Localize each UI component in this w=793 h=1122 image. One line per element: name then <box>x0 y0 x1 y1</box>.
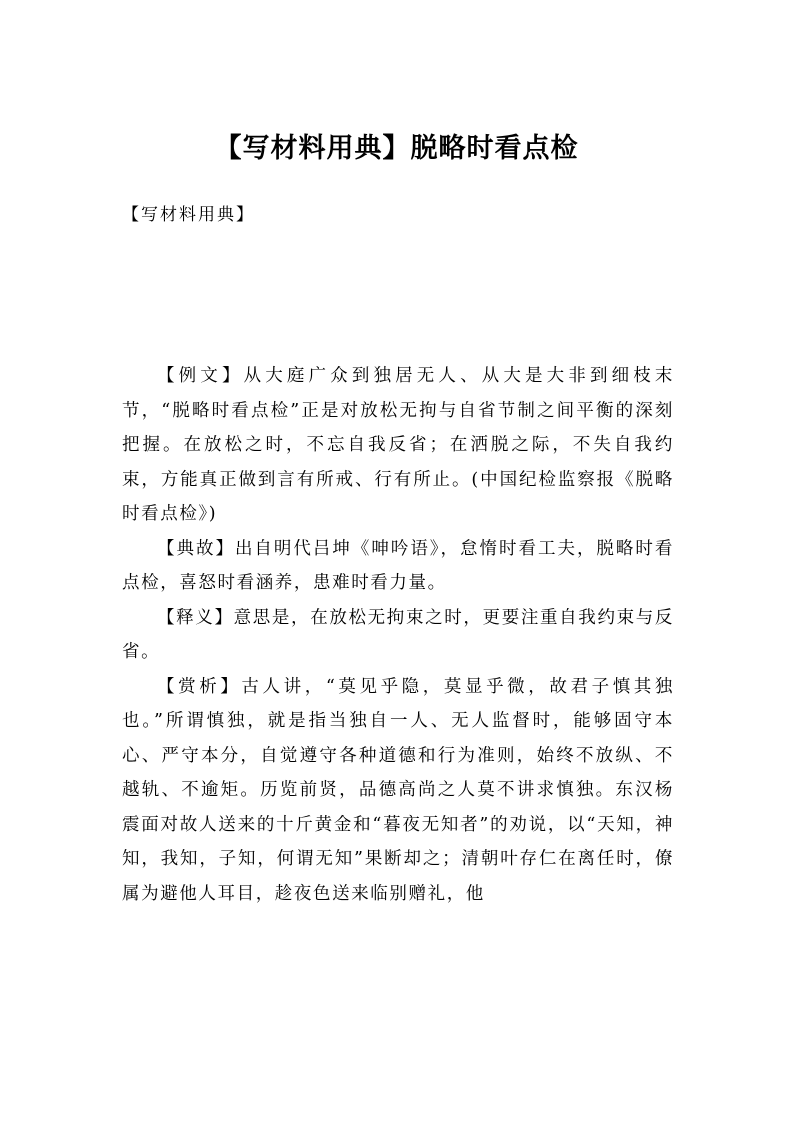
article-body <box>122 359 674 911</box>
paragraph-meaning: 【释义】意思是，在放松无拘束之时，更要注重自我约束与反省。 <box>122 607 674 662</box>
paragraph-source: 【典故】出自明代吕坤《呻吟语》，怠惰时看工夫，脱略时看点检，喜怒时看涵养，患难时看力量。 <box>122 538 674 593</box>
paragraph-example: 【例文】从大庭广众到独居无人、从大是大非到细枝末节，“脱略时看点检”正是对放松无拘与自省节制之间平衡的深刻把握。在放松之时，不忘自我反省；在洒脱之际，不失自我约束，方能真正做到言有所戒、行有所止。(中国纪检监察报《脱略时看点检》) <box>122 366 674 524</box>
category-label: 【写材料用典】 <box>122 205 255 225</box>
page-title: 【写材料用典】脱略时看点检 <box>214 133 579 164</box>
paragraph-appreciation: 【赏析】古人讲，“莫见乎隐，莫显乎微，故君子慎其独也。”所谓慎独，就是指当独自一人、无人监督时，能够固守本心、严守本分，自觉遵守各种道德和行为准则，始终不放纵、不越轨、不逾矩。历览前贤，品德高尚之人莫不讲求慎独。东汉杨震面对故人送来的十斤黄金和“暮夜无知者”的劝说，以“天知，神知，我知，子知，何谓无知”果断却之；清朝叶存仁在离任时，僚属为避他人耳目，趁夜色送来临别赠礼，他 <box>122 676 674 904</box>
